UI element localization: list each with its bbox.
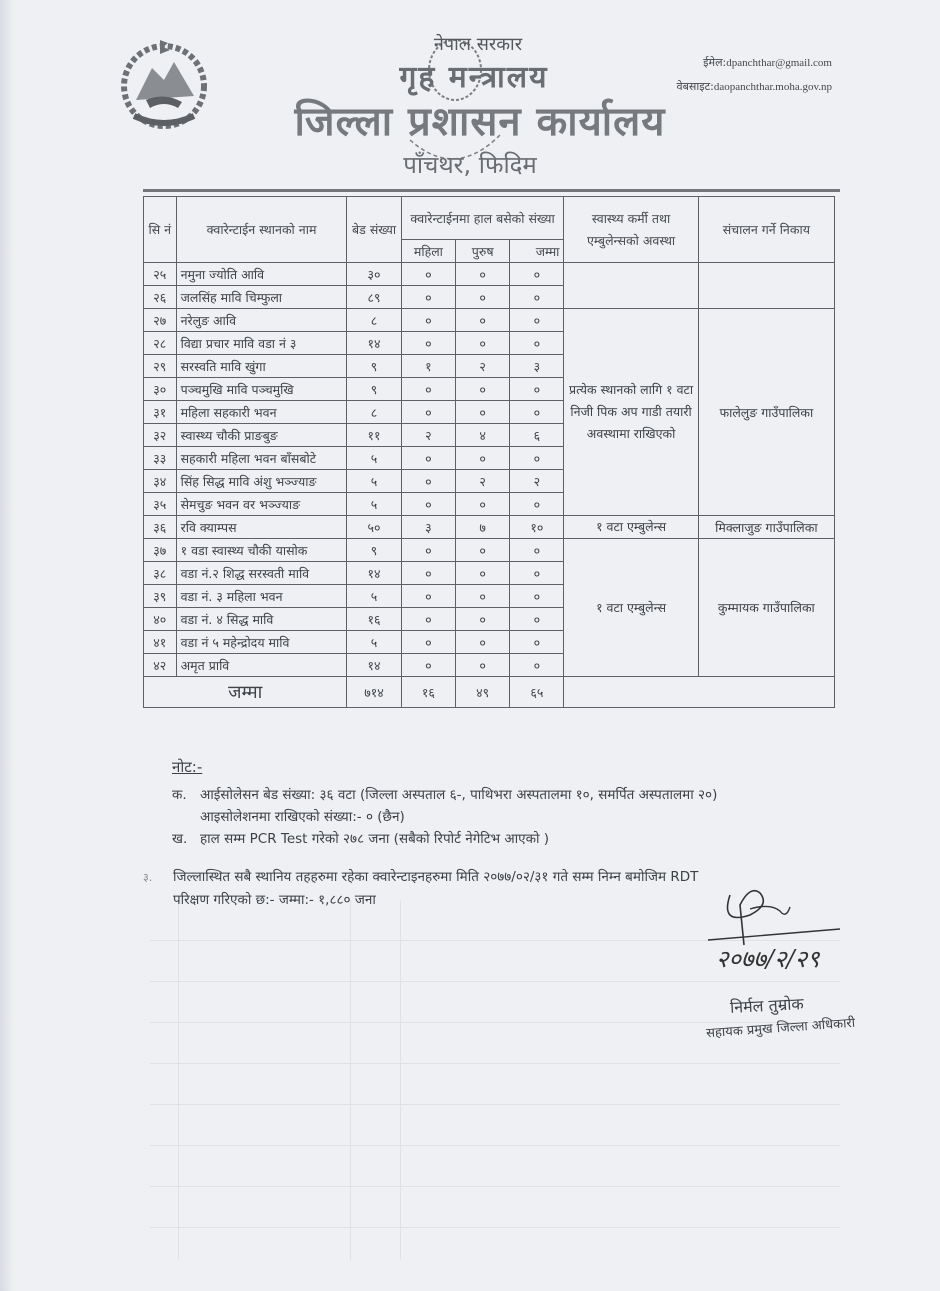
government-name: नेपाल सरकार [433, 34, 523, 55]
serial-cell: ३० [144, 378, 177, 401]
serial-cell: २६ [144, 286, 177, 309]
serial-cell: ३२ [144, 424, 177, 447]
office-name: जिल्ला प्रशासन कार्यालय [294, 99, 666, 145]
serial-cell: ३३ [144, 447, 177, 470]
total-cell: ० [510, 562, 564, 585]
ministry-name: गृह मन्त्रालय [399, 60, 549, 95]
female-cell: ० [401, 493, 455, 516]
female-cell: ० [401, 654, 455, 677]
male-cell: ० [456, 401, 510, 424]
name-cell: सिंह सिद्ध मावि अंशु भञ्ज्याङ [176, 470, 347, 493]
header-total: जम्मा [510, 240, 564, 263]
header-beds: बेड संख्या [347, 197, 401, 263]
total-cell: ० [510, 263, 564, 286]
serial-cell: ४० [144, 608, 177, 631]
name-cell: नरेलुङ आवि [176, 309, 347, 332]
name-cell: सरस्वति मावि खुंगा [176, 355, 347, 378]
scan-page-edge [0, 0, 14, 1291]
signature-date: २०७७/२/२९ [716, 945, 820, 973]
male-cell: ० [456, 654, 510, 677]
total-cell: ० [510, 654, 564, 677]
website-value[interactable]: daopanchthar.moha.gov.np [713, 81, 832, 93]
note-text: आइसोलेशनमा राखिएको संख्या:- ० (छैन) [200, 809, 405, 825]
name-cell: जलसिंह मावि चिम्फुला [176, 286, 347, 309]
office-location: पाँचथर, फिदिम [403, 151, 537, 179]
female-cell: ३ [401, 516, 455, 539]
name-cell: वडा नं. ४ सिद्ध मावि [176, 608, 347, 631]
male-cell: ० [456, 447, 510, 470]
name-cell: वडा नं ५ महेन्द्रोदय मावि [176, 631, 347, 654]
male-cell: ० [456, 263, 510, 286]
female-cell: ० [401, 631, 455, 654]
male-cell: ० [456, 631, 510, 654]
total-cell: ० [510, 539, 564, 562]
name-cell: सेमचुङ भवन वर भञ्ज्याङ [176, 493, 347, 516]
note-text: आईसोलेसन बेड संख्या: ३६ वटा (जिल्ला अस्पताल ६-, पाथिभरा अस्पतालमा १०, समर्पित अस्पतालमा २०) [200, 787, 718, 803]
male-cell: ० [456, 332, 510, 355]
note-marker: ख. [172, 831, 188, 847]
beds-cell: ५ [347, 631, 401, 654]
header-name: क्वारेन्टाईन स्थानको नाम [176, 197, 347, 263]
serial-cell: ३९ [144, 585, 177, 608]
beds-cell: १४ [347, 562, 401, 585]
total-cell: ० [510, 309, 564, 332]
health-resource-cell [564, 263, 698, 309]
female-cell: ० [401, 401, 455, 424]
beds-cell: ५० [347, 516, 401, 539]
name-cell: स्वास्थ्य चौकी प्राङबुङ [176, 424, 347, 447]
beds-cell: ५ [347, 470, 401, 493]
total-cell: ० [510, 585, 564, 608]
male-cell: ० [456, 539, 510, 562]
note-text-line1: जिल्लास्थित सबै स्थानिय तहहरुमा रहेका क्वारेन्टाइनहरुमा मिति २०७७/०२/३१ गते सम्म निम्न बमोजिम RDT [173, 869, 699, 885]
operating-agency-cell: मिक्लाजुङ गाउँपालिका [698, 516, 834, 539]
health-resource-cell: प्रत्येक स्थानको लागि १ वटा निजी पिक अप गाडी तयारी अवस्थामा राखिएको [564, 309, 698, 516]
female-cell: २ [401, 424, 455, 447]
header-health: स्वास्थ्य कर्मी तथा एम्बुलेन्सको अवस्था [564, 197, 698, 263]
signer-name: निर्मल तुम्रोक [729, 994, 805, 1017]
totals-label: जम्मा [144, 677, 347, 708]
name-cell: अमृत प्रावि [176, 654, 347, 677]
reverse-side-bleed-through [150, 900, 840, 1260]
name-cell: रवि क्याम्पस [176, 516, 347, 539]
male-cell: ० [456, 562, 510, 585]
header-current-group: क्वारेन्टाईनमा हाल बसेको संख्या [401, 197, 564, 240]
beds-cell: ५ [347, 585, 401, 608]
name-cell: विद्या प्रचार मावि वडा नं ३ [176, 332, 347, 355]
male-cell: ० [456, 286, 510, 309]
serial-cell: ३६ [144, 516, 177, 539]
female-cell: ० [401, 263, 455, 286]
note-item-kha [172, 828, 717, 850]
female-cell: ० [401, 585, 455, 608]
notes-section [172, 756, 717, 850]
beds-cell: ११ [347, 424, 401, 447]
operating-agency-cell: फालेलुङ गाउँपालिका [698, 309, 834, 516]
table-row [144, 309, 835, 332]
header-male: पुरुष [456, 240, 510, 263]
male-cell: २ [456, 470, 510, 493]
header-female: महिला [401, 240, 455, 263]
totals-male: ४९ [456, 677, 510, 708]
header-serial: सि नं [144, 197, 177, 263]
signer-title: सहायक प्रमुख जिल्ला अधिकारी [705, 1015, 856, 1042]
male-cell: ० [456, 585, 510, 608]
female-cell: ० [401, 539, 455, 562]
name-cell: महिला सहकारी भवन [176, 401, 347, 424]
total-cell: ० [510, 631, 564, 654]
notes-heading: नोट:- [172, 758, 203, 776]
note-item-isolation [172, 806, 717, 828]
beds-cell: ५ [347, 493, 401, 516]
serial-cell: ३८ [144, 562, 177, 585]
totals-total: ६५ [510, 677, 564, 708]
total-cell: ० [510, 378, 564, 401]
serial-cell: २८ [144, 332, 177, 355]
operating-agency-cell: कुम्मायक गाउँपालिका [698, 539, 834, 677]
beds-cell: ८ [347, 309, 401, 332]
beds-cell: ९ [347, 539, 401, 562]
name-cell: १ वडा स्वास्थ्य चौकी यासोक [176, 539, 347, 562]
total-cell: ३ [510, 355, 564, 378]
note-text-line2: परिक्षण गरिएको छ:- जम्मा:- १,८८० जना [173, 892, 376, 908]
serial-cell: ३४ [144, 470, 177, 493]
beds-cell: ८ [347, 401, 401, 424]
name-cell: पञ्चमुखि मावि पञ्चमुखि [176, 378, 347, 401]
total-cell: ६ [510, 424, 564, 447]
male-cell: ० [456, 378, 510, 401]
note-marker: क. [172, 787, 187, 803]
name-cell: वडा नं. ३ महिला भवन [176, 585, 347, 608]
email-label: ईमेल: [703, 56, 727, 69]
total-cell: ० [510, 608, 564, 631]
beds-cell: ३० [347, 263, 401, 286]
note-text: हाल सम्म PCR Test गरेको २७८ जना (सबैको रिपोर्ट नेगेटिभ आएको ) [200, 831, 550, 847]
email-value[interactable]: dpanchthar@gmail.com [726, 57, 832, 69]
totals-female: १६ [401, 677, 455, 708]
name-cell: सहकारी महिला भवन बाँसबोटे [176, 447, 347, 470]
total-cell: २ [510, 470, 564, 493]
total-cell: ० [510, 447, 564, 470]
beds-cell: ८९ [347, 286, 401, 309]
serial-cell: ४१ [144, 631, 177, 654]
male-cell: ० [456, 309, 510, 332]
beds-cell: १४ [347, 332, 401, 355]
female-cell: ० [401, 470, 455, 493]
serial-cell: २९ [144, 355, 177, 378]
male-cell: ० [456, 493, 510, 516]
table-row [144, 263, 835, 286]
beds-cell: ५ [347, 447, 401, 470]
website-label: वेबसाइट: [676, 80, 714, 93]
beds-cell: ९ [347, 378, 401, 401]
female-cell: ० [401, 562, 455, 585]
totals-empty-cell [564, 677, 835, 708]
beds-cell: १६ [347, 608, 401, 631]
totals-beds: ७१४ [347, 677, 401, 708]
female-cell: १ [401, 355, 455, 378]
header-agency: संचालन गर्ने निकाय [698, 197, 834, 263]
quarantine-table [143, 196, 835, 708]
table-row [144, 539, 835, 562]
serial-cell: २५ [144, 263, 177, 286]
total-cell: १० [510, 516, 564, 539]
female-cell: ० [401, 608, 455, 631]
serial-cell: ३१ [144, 401, 177, 424]
beds-cell: १४ [347, 654, 401, 677]
operating-agency-cell [698, 263, 834, 309]
male-cell: ० [456, 608, 510, 631]
serial-cell: ४२ [144, 654, 177, 677]
name-cell: वडा नं.२ शिद्ध सरस्वती मावि [176, 562, 347, 585]
male-cell: ४ [456, 424, 510, 447]
male-cell: २ [456, 355, 510, 378]
health-resource-cell: १ वटा एम्बुलेन्स [564, 516, 698, 539]
table-row [144, 516, 835, 539]
total-cell: ० [510, 401, 564, 424]
note-item-ka [172, 784, 717, 806]
male-cell: ७ [456, 516, 510, 539]
serial-cell: ३५ [144, 493, 177, 516]
female-cell: ० [401, 286, 455, 309]
female-cell: ० [401, 447, 455, 470]
female-cell: ० [401, 378, 455, 401]
health-resource-cell: १ वटा एम्बुलेन्स [564, 539, 698, 677]
beds-cell: ९ [347, 355, 401, 378]
total-cell: ० [510, 286, 564, 309]
serial-cell: ३७ [144, 539, 177, 562]
note-marker: ३. [143, 871, 153, 884]
totals-row [144, 677, 835, 708]
total-cell: ० [510, 332, 564, 355]
female-cell: ० [401, 309, 455, 332]
name-cell: नमुना ज्योति आवि [176, 263, 347, 286]
total-cell: ० [510, 493, 564, 516]
female-cell: ० [401, 332, 455, 355]
serial-cell: २७ [144, 309, 177, 332]
